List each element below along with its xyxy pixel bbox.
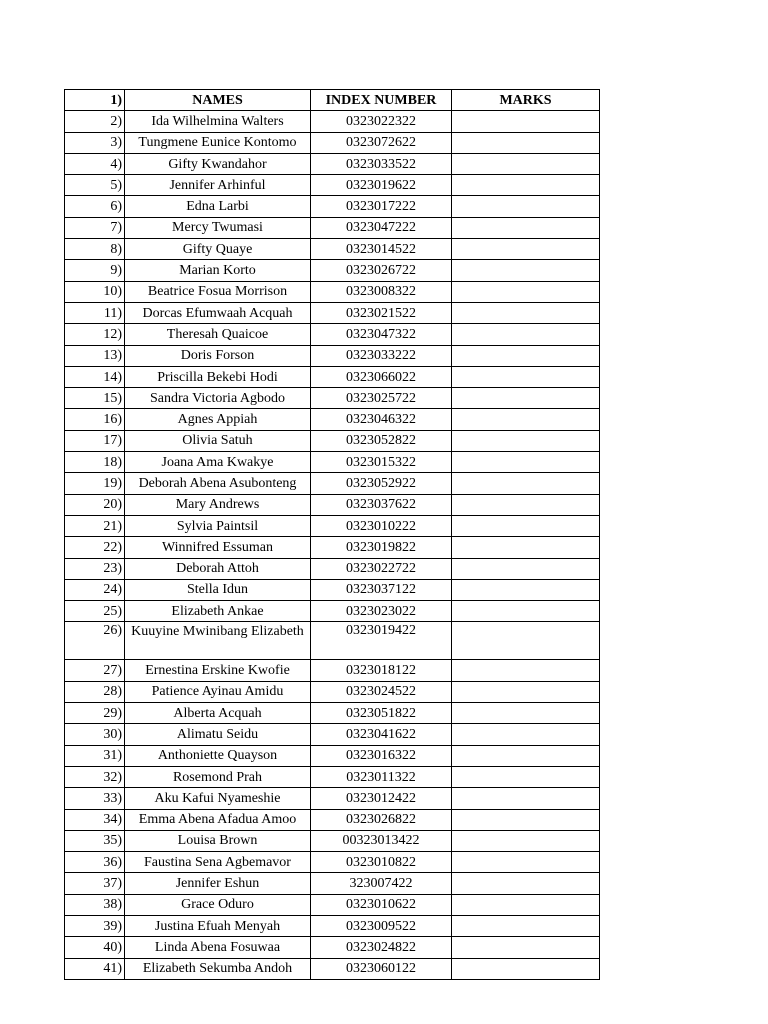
marks-cell xyxy=(452,809,600,830)
row-number: 27) xyxy=(65,660,125,681)
marks-cell xyxy=(452,852,600,873)
student-name: Deborah Abena Asubonteng xyxy=(125,473,311,494)
table-row xyxy=(65,153,600,174)
roster-body xyxy=(65,111,600,980)
student-name: Emma Abena Afadua Amoo xyxy=(125,809,311,830)
index-number: 0323024522 xyxy=(311,681,452,702)
marks-cell xyxy=(452,324,600,345)
row-number: 16) xyxy=(65,409,125,430)
marks-cell xyxy=(452,388,600,409)
student-name: Sylvia Paintsil xyxy=(125,515,311,536)
index-number: 0323060122 xyxy=(311,958,452,979)
student-name: Gifty Quaye xyxy=(125,239,311,260)
row-number: 25) xyxy=(65,601,125,622)
row-number: 22) xyxy=(65,537,125,558)
index-number: 0323033222 xyxy=(311,345,452,366)
index-number: 0323047322 xyxy=(311,324,452,345)
index-number: 0323012422 xyxy=(311,788,452,809)
table-row xyxy=(65,894,600,915)
roster-sheet xyxy=(64,89,599,980)
row-number: 36) xyxy=(65,852,125,873)
index-number: 0323010222 xyxy=(311,515,452,536)
student-name: Tungmene Eunice Kontomo xyxy=(125,132,311,153)
row-number: 30) xyxy=(65,724,125,745)
row-number: 2) xyxy=(65,111,125,132)
student-name: Faustina Sena Agbemavor xyxy=(125,852,311,873)
table-row xyxy=(65,537,600,558)
student-name: Doris Forson xyxy=(125,345,311,366)
table-row xyxy=(65,111,600,132)
student-name: Sandra Victoria Agbodo xyxy=(125,388,311,409)
index-number: 0323033522 xyxy=(311,153,452,174)
student-name: Ernestina Erskine Kwofie xyxy=(125,660,311,681)
index-number: 0323023022 xyxy=(311,601,452,622)
student-name: Theresah Quaicoe xyxy=(125,324,311,345)
marks-cell xyxy=(452,260,600,281)
marks-cell xyxy=(452,366,600,387)
table-row xyxy=(65,703,600,724)
marks-cell xyxy=(452,175,600,196)
table-row xyxy=(65,366,600,387)
index-number: 0323016322 xyxy=(311,745,452,766)
marks-cell xyxy=(452,622,600,660)
student-name: Alimatu Seidu xyxy=(125,724,311,745)
row-number: 10) xyxy=(65,281,125,302)
table-row xyxy=(65,302,600,323)
index-number: 0323009522 xyxy=(311,915,452,936)
row-number: 20) xyxy=(65,494,125,515)
index-number: 0323019422 xyxy=(311,622,452,660)
row-number: 38) xyxy=(65,894,125,915)
marks-cell xyxy=(452,281,600,302)
row-number: 8) xyxy=(65,239,125,260)
index-number: 0323037122 xyxy=(311,579,452,600)
index-number: 0323017222 xyxy=(311,196,452,217)
index-number: 0323019622 xyxy=(311,175,452,196)
row-number: 15) xyxy=(65,388,125,409)
row-number: 34) xyxy=(65,809,125,830)
row-number: 37) xyxy=(65,873,125,894)
table-row xyxy=(65,558,600,579)
table-row xyxy=(65,788,600,809)
table-row xyxy=(65,452,600,473)
marks-cell xyxy=(452,494,600,515)
student-name: Ida Wilhelmina Walters xyxy=(125,111,311,132)
table-row xyxy=(65,681,600,702)
row-number: 4) xyxy=(65,153,125,174)
row-number: 40) xyxy=(65,937,125,958)
row-number: 9) xyxy=(65,260,125,281)
table-row xyxy=(65,830,600,851)
header-row xyxy=(65,90,600,111)
student-name: Stella Idun xyxy=(125,579,311,600)
index-number: 323007422 xyxy=(311,873,452,894)
row-number: 28) xyxy=(65,681,125,702)
table-row xyxy=(65,175,600,196)
index-number: 0323047222 xyxy=(311,217,452,238)
student-name: Olivia Satuh xyxy=(125,430,311,451)
table-row xyxy=(65,473,600,494)
student-name: Mary Andrews xyxy=(125,494,311,515)
table-row xyxy=(65,937,600,958)
marks-cell xyxy=(452,915,600,936)
index-number: 0323018122 xyxy=(311,660,452,681)
table-row xyxy=(65,196,600,217)
student-name: Gifty Kwandahor xyxy=(125,153,311,174)
student-name: Justina Efuah Menyah xyxy=(125,915,311,936)
student-name: Grace Oduro xyxy=(125,894,311,915)
marks-cell xyxy=(452,681,600,702)
student-marks-table xyxy=(64,89,600,980)
row-number: 5) xyxy=(65,175,125,196)
index-number: 0323072622 xyxy=(311,132,452,153)
table-row xyxy=(65,324,600,345)
marks-cell xyxy=(452,409,600,430)
row-number: 35) xyxy=(65,830,125,851)
student-name: Joana Ama Kwakye xyxy=(125,452,311,473)
marks-cell xyxy=(452,217,600,238)
student-name: Rosemond Prah xyxy=(125,766,311,787)
marks-cell xyxy=(452,515,600,536)
row-number: 19) xyxy=(65,473,125,494)
index-number: 0323021522 xyxy=(311,302,452,323)
marks-cell xyxy=(452,452,600,473)
index-number: 0323066022 xyxy=(311,366,452,387)
index-number: 0323041622 xyxy=(311,724,452,745)
table-row xyxy=(65,622,600,660)
marks-cell xyxy=(452,660,600,681)
index-number: 0323010822 xyxy=(311,852,452,873)
student-name: Edna Larbi xyxy=(125,196,311,217)
row-number: 31) xyxy=(65,745,125,766)
student-name: Elizabeth Ankae xyxy=(125,601,311,622)
table-row xyxy=(65,601,600,622)
index-number: 0323025722 xyxy=(311,388,452,409)
index-number: 0323022322 xyxy=(311,111,452,132)
row-number: 41) xyxy=(65,958,125,979)
student-name: Deborah Attoh xyxy=(125,558,311,579)
row-number: 3) xyxy=(65,132,125,153)
student-name: Linda Abena Fosuwaa xyxy=(125,937,311,958)
row-number: 23) xyxy=(65,558,125,579)
index-number: 0323052922 xyxy=(311,473,452,494)
row-number: 14) xyxy=(65,366,125,387)
index-number: 0323014522 xyxy=(311,239,452,260)
table-row xyxy=(65,579,600,600)
row-number: 21) xyxy=(65,515,125,536)
marks-cell xyxy=(452,345,600,366)
student-name: Marian Korto xyxy=(125,260,311,281)
index-number: 00323013422 xyxy=(311,830,452,851)
index-number: 0323052822 xyxy=(311,430,452,451)
marks-cell xyxy=(452,537,600,558)
table-row xyxy=(65,515,600,536)
student-name: Elizabeth Sekumba Andoh xyxy=(125,958,311,979)
marks-cell xyxy=(452,111,600,132)
row-number: 18) xyxy=(65,452,125,473)
index-number: 0323051822 xyxy=(311,703,452,724)
student-name: Mercy Twumasi xyxy=(125,217,311,238)
row-number: 32) xyxy=(65,766,125,787)
marks-cell xyxy=(452,473,600,494)
student-name: Winnifred Essuman xyxy=(125,537,311,558)
student-name: Aku Kafui Nyameshie xyxy=(125,788,311,809)
row-number: 13) xyxy=(65,345,125,366)
table-row xyxy=(65,809,600,830)
index-number: 0323008322 xyxy=(311,281,452,302)
marks-cell xyxy=(452,873,600,894)
table-row xyxy=(65,724,600,745)
marks-cell xyxy=(452,302,600,323)
table-row xyxy=(65,660,600,681)
table-row xyxy=(65,260,600,281)
index-number: 0323026722 xyxy=(311,260,452,281)
student-name: Patience Ayinau Amidu xyxy=(125,681,311,702)
index-number: 0323011322 xyxy=(311,766,452,787)
marks-cell xyxy=(452,153,600,174)
student-name: Louisa Brown xyxy=(125,830,311,851)
table-row xyxy=(65,345,600,366)
marks-cell xyxy=(452,724,600,745)
student-name: Alberta Acquah xyxy=(125,703,311,724)
table-row xyxy=(65,852,600,873)
header-marks: MARKS xyxy=(452,90,600,111)
row-number: 24) xyxy=(65,579,125,600)
marks-cell xyxy=(452,745,600,766)
marks-cell xyxy=(452,430,600,451)
table-row xyxy=(65,430,600,451)
student-name: Priscilla Bekebi Hodi xyxy=(125,366,311,387)
marks-cell xyxy=(452,937,600,958)
marks-cell xyxy=(452,788,600,809)
marks-cell xyxy=(452,239,600,260)
marks-cell xyxy=(452,196,600,217)
table-row xyxy=(65,132,600,153)
index-number: 0323037622 xyxy=(311,494,452,515)
marks-cell xyxy=(452,766,600,787)
table-row xyxy=(65,958,600,979)
student-name: Agnes Appiah xyxy=(125,409,311,430)
marks-cell xyxy=(452,830,600,851)
header-names: NAMES xyxy=(125,90,311,111)
table-row xyxy=(65,388,600,409)
row-number: 17) xyxy=(65,430,125,451)
index-number: 0323010622 xyxy=(311,894,452,915)
row-number: 11) xyxy=(65,302,125,323)
student-name: Jennifer Arhinful xyxy=(125,175,311,196)
marks-cell xyxy=(452,894,600,915)
header-number: 1) xyxy=(65,90,125,111)
row-number: 39) xyxy=(65,915,125,936)
table-row xyxy=(65,217,600,238)
table-row xyxy=(65,915,600,936)
student-name: Dorcas Efumwaah Acquah xyxy=(125,302,311,323)
table-row xyxy=(65,873,600,894)
row-number: 7) xyxy=(65,217,125,238)
marks-cell xyxy=(452,558,600,579)
marks-cell xyxy=(452,579,600,600)
marks-cell xyxy=(452,601,600,622)
marks-cell xyxy=(452,132,600,153)
table-row xyxy=(65,745,600,766)
index-number: 0323024822 xyxy=(311,937,452,958)
student-name: Jennifer Eshun xyxy=(125,873,311,894)
row-number: 12) xyxy=(65,324,125,345)
index-number: 0323019822 xyxy=(311,537,452,558)
row-number: 33) xyxy=(65,788,125,809)
marks-cell xyxy=(452,703,600,724)
student-name: Anthoniette Quayson xyxy=(125,745,311,766)
row-number: 6) xyxy=(65,196,125,217)
index-number: 0323046322 xyxy=(311,409,452,430)
header-index-number: INDEX NUMBER xyxy=(311,90,452,111)
table-row xyxy=(65,766,600,787)
marks-cell xyxy=(452,958,600,979)
table-row xyxy=(65,494,600,515)
table-row xyxy=(65,281,600,302)
row-number: 29) xyxy=(65,703,125,724)
index-number: 0323026822 xyxy=(311,809,452,830)
table-row xyxy=(65,409,600,430)
index-number: 0323022722 xyxy=(311,558,452,579)
student-name: Kuuyine Mwinibang Elizabeth xyxy=(125,622,311,660)
index-number: 0323015322 xyxy=(311,452,452,473)
table-row xyxy=(65,239,600,260)
row-number: 26) xyxy=(65,622,125,660)
student-name: Beatrice Fosua Morrison xyxy=(125,281,311,302)
